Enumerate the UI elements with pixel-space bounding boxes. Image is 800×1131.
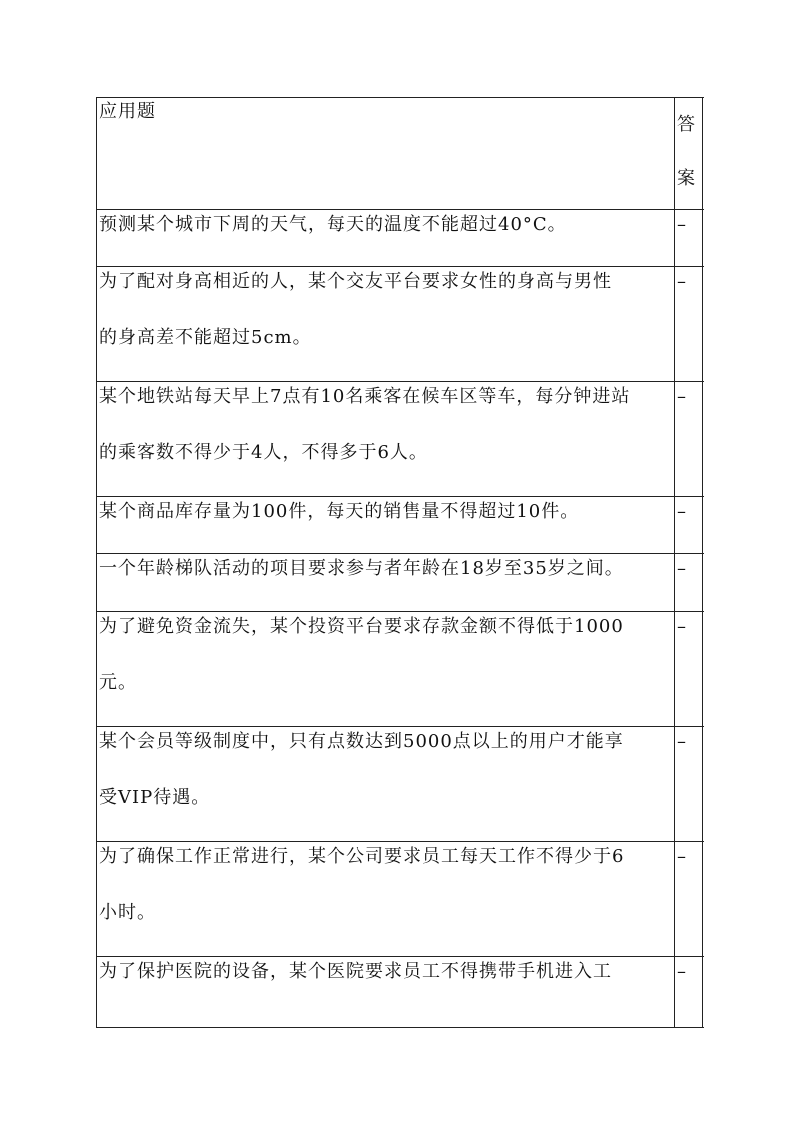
question-text: 为了确保工作正常进行，某个公司要求员工每天工作不得少于6	[99, 846, 625, 867]
question-cell	[97, 497, 675, 553]
question-text: 的身高差不能超过5cm。	[99, 327, 312, 348]
header-answer-label-1: 答	[677, 114, 695, 135]
question-cell	[97, 957, 675, 1027]
answer-cell	[675, 842, 703, 956]
answer-cell	[675, 382, 703, 496]
table-row	[97, 210, 704, 267]
header-answer-cell	[675, 98, 703, 209]
answer-text: –	[677, 846, 686, 867]
table-row	[97, 727, 704, 842]
table-row	[97, 267, 704, 382]
answer-text: –	[677, 386, 686, 407]
question-text: 为了避免资金流失，某个投资平台要求存款金额不得低于1000	[99, 616, 624, 637]
table-row	[97, 957, 704, 1028]
table-row	[97, 842, 704, 957]
question-text: 元。	[99, 672, 137, 693]
header-question-cell	[97, 98, 675, 209]
question-text: 某个商品库存量为100件，每天的销售量不得超过10件。	[99, 501, 580, 522]
question-cell	[97, 210, 675, 266]
question-table	[96, 97, 704, 1028]
question-text: 为了保护医院的设备，某个医院要求员工不得携带手机进入工	[99, 961, 612, 982]
question-text: 受VIP待遇。	[99, 787, 211, 808]
question-text: 一个年龄梯队活动的项目要求参与者年龄在18岁至35岁之间。	[99, 558, 624, 579]
table-row	[97, 497, 704, 554]
answer-cell	[675, 727, 703, 841]
question-text: 的乘客数不得少于4人，不得多于6人。	[99, 442, 428, 463]
answer-text: –	[677, 558, 686, 579]
answer-cell	[675, 210, 703, 266]
answer-cell	[675, 957, 703, 1027]
question-text: 某个地铁站每天早上7点有10名乘客在候车区等车，每分钟进站	[99, 386, 631, 407]
header-question-label: 应用题	[99, 101, 156, 122]
table-row	[97, 612, 704, 727]
question-cell	[97, 612, 675, 726]
question-cell	[97, 382, 675, 496]
answer-text: –	[677, 501, 686, 522]
answer-text: –	[677, 961, 686, 982]
answer-text: –	[677, 214, 686, 235]
answer-cell	[675, 554, 703, 611]
question-text: 预测某个城市下周的天气，每天的温度不能超过40°C。	[99, 214, 567, 235]
answer-text: –	[677, 271, 686, 292]
answer-cell	[675, 497, 703, 553]
table-row	[97, 554, 704, 612]
question-cell	[97, 842, 675, 956]
question-cell	[97, 554, 675, 611]
question-text: 为了配对身高相近的人，某个交友平台要求女性的身高与男性	[99, 271, 612, 292]
table-header-row	[97, 98, 704, 210]
table-row	[97, 382, 704, 497]
answer-text: –	[677, 616, 686, 637]
answer-text: –	[677, 731, 686, 752]
header-answer-label-2: 案	[677, 168, 695, 189]
question-cell	[97, 727, 675, 841]
answer-cell	[675, 267, 703, 381]
question-text: 某个会员等级制度中，只有点数达到5000点以上的用户才能享	[99, 731, 624, 752]
answer-cell	[675, 612, 703, 726]
question-text: 小时。	[99, 902, 156, 923]
question-cell	[97, 267, 675, 381]
